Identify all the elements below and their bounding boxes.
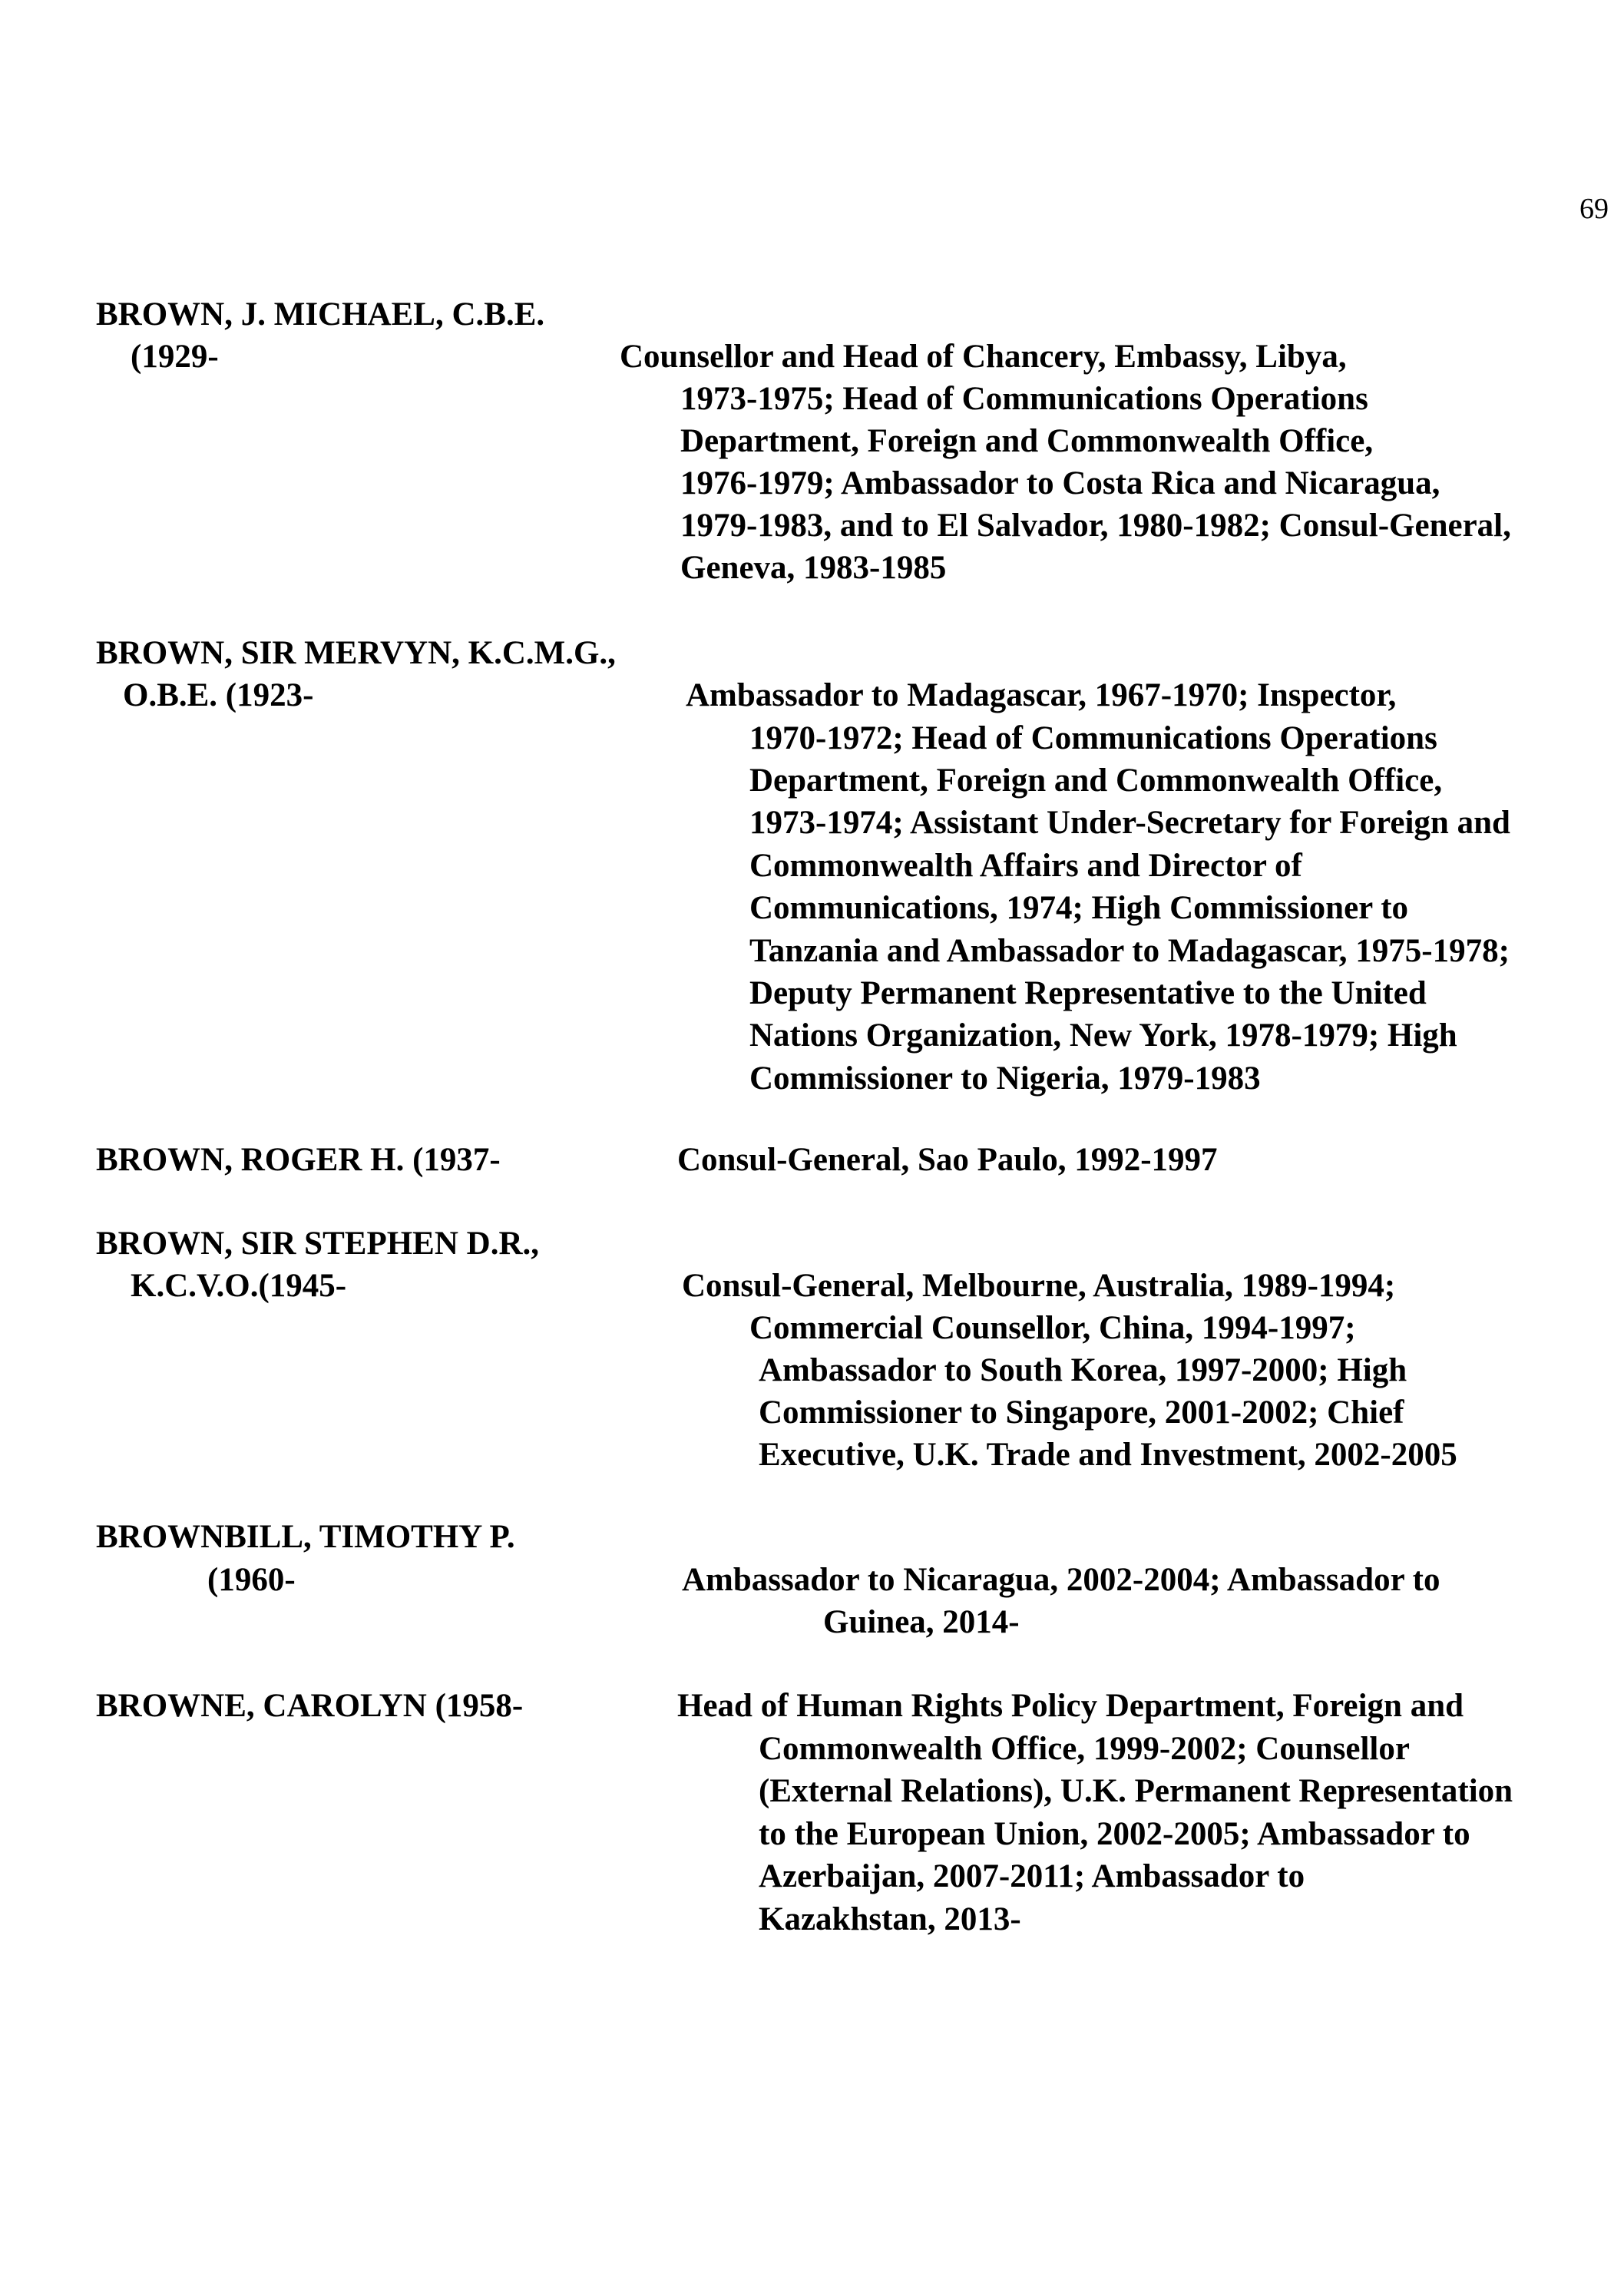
entry-career-line: Deputy Permanent Representative to the United [749,975,1427,1011]
entry-birth-year: (1960- [207,1562,296,1598]
entry-career-line: (External Relations), U.K. Permanent Representation [759,1773,1513,1809]
entry-career-line: Executive, U.K. Trade and Investment, 2002-2005 [759,1437,1457,1473]
entry-career-line: Geneva, 1983-1985 [680,550,947,586]
entry-career-line: Azerbaijan, 2007-2011; Ambassador to [759,1858,1305,1894]
entry-career-line: Ambassador to Madagascar, 1967-1970; Inspector, [686,677,1397,713]
entry-career-line: Ambassador to Nicaragua, 2002-2004; Ambassador to [682,1562,1440,1598]
entry-career-line: 1979-1983, and to El Salvador, 1980-1982; Consul-General, [680,508,1511,544]
entry-birth-year: O.B.E. (1923- [123,677,314,713]
entry-career-line: Department, Foreign and Commonwealth Office, [680,423,1374,459]
entry-birth-year: K.C.V.O.(1945- [131,1268,347,1304]
entry-birth-year: (1929- [131,339,219,375]
page-number: 69 [1579,193,1609,225]
entry-name: BROWN, ROGER H. (1937- [96,1142,501,1178]
entry-name: BROWN, SIR MERVYN, K.C.M.G., [96,635,616,671]
entry-career-line: 1973-1975; Head of Communications Operations [680,381,1368,417]
entry-career-line: Commonwealth Affairs and Director of [749,848,1302,884]
entry-career-line: Commercial Counsellor, China, 1994-1997; [749,1310,1356,1346]
entry-career-line: Commissioner to Nigeria, 1979-1983 [749,1060,1261,1097]
entry-career-line: to the European Union, 2002-2005; Ambassador to [759,1816,1470,1852]
entry-career-line: Consul-General, Melbourne, Australia, 1989-1994; [682,1268,1396,1304]
entry-career-line: 1970-1972; Head of Communications Operations [749,720,1437,756]
entry-career-line: Kazakhstan, 2013- [759,1901,1021,1937]
entry-career-line: Nations Organization, New York, 1978-1979; High [749,1017,1457,1054]
entry-name: BROWNBILL, TIMOTHY P. [96,1519,515,1555]
entry-career-line: 1976-1979; Ambassador to Costa Rica and Nicaragua, [680,465,1440,501]
entry-career-line: Ambassador to South Korea, 1997-2000; High [759,1352,1407,1388]
entry-career-line: Commissioner to Singapore, 2001-2002; Chief [759,1394,1404,1431]
entry-career-line: Commonwealth Office, 1999-2002; Counsellor [759,1731,1410,1767]
entry-career-line: Guinea, 2014- [823,1604,1020,1640]
entry-name: BROWNE, CAROLYN (1958- [96,1688,524,1724]
entry-name: BROWN, J. MICHAEL, C.B.E. [96,296,545,332]
entry-career-line: Head of Human Rights Policy Department, Foreign and [677,1688,1464,1724]
entry-career-line: Consul-General, Sao Paulo, 1992-1997 [677,1142,1218,1178]
entry-career-line: 1973-1974; Assistant Under-Secretary for Foreign and [749,805,1510,841]
entry-name: BROWN, SIR STEPHEN D.R., [96,1226,540,1262]
entry-career-line: Counsellor and Head of Chancery, Embassy, Libya, [620,339,1347,375]
entry-career-line: Communications, 1974; High Commissioner to [749,890,1409,926]
entry-career-line: Department, Foreign and Commonwealth Office, [749,763,1443,799]
entry-career-line: Tanzania and Ambassador to Madagascar, 1975-1978; [749,933,1510,969]
